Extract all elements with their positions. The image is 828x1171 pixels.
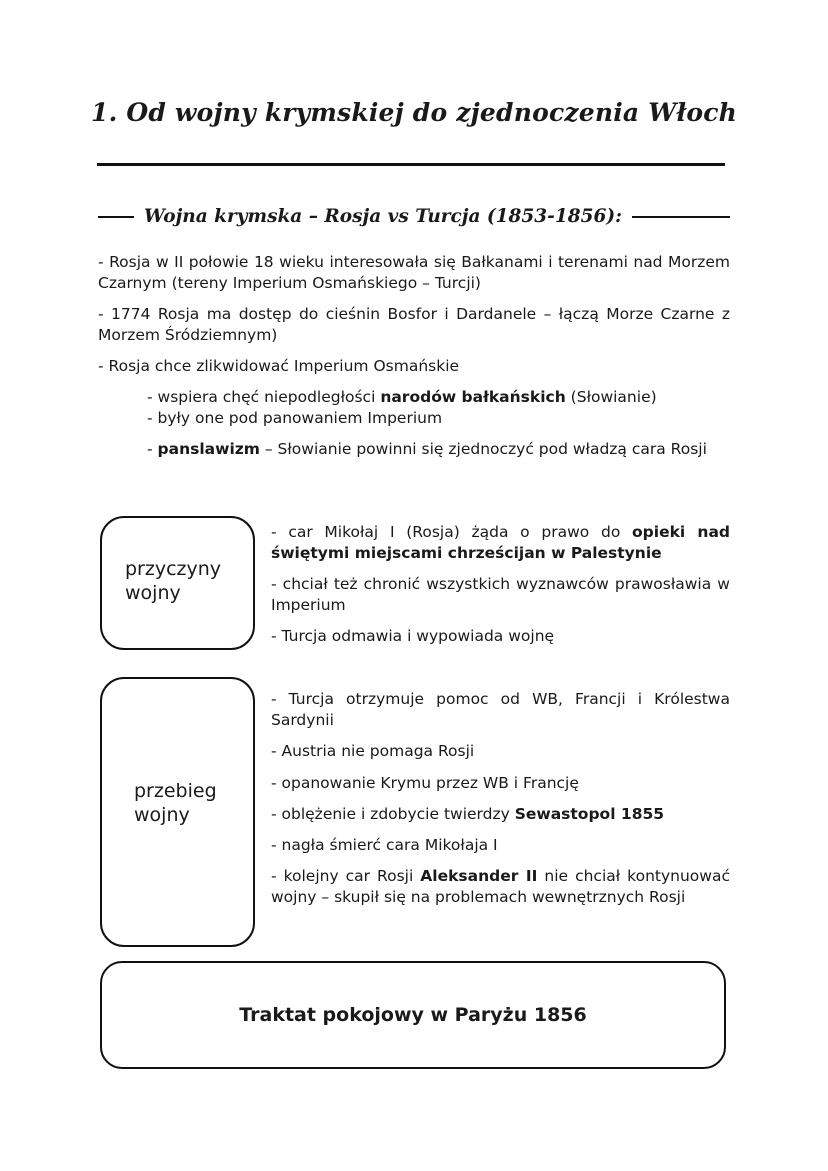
course-item-1: - Turcja otrzymuje pomoc od WB, Francji i Królestwa Sardynii — [271, 690, 730, 729]
course-item-6-suffix: nie chciał kontynuować wojny – skupił się na problemach wewnętrznych Rosji — [271, 867, 730, 906]
course-item-6-prefix: - kolejny car Rosji — [271, 867, 421, 885]
section-heading-text: Wojna krymska – Rosja vs Turcja (1853-1856): — [144, 206, 622, 227]
intro-sub-item-1 — [147, 387, 730, 408]
page-title: 1. Od wojny krymskiej do zjednoczenia Włoch — [90, 98, 738, 127]
course-item-3: - opanowanie Krymu przez WB i Francję — [271, 774, 579, 792]
causes-item-1-bold: opieki nad świętymi miejscami chrześcijan w Palestynie — [271, 523, 731, 562]
course-item-6-bold: Aleksander II — [420, 867, 538, 885]
causes-item-1 — [271, 522, 730, 564]
course-label-line-2: wojny — [134, 804, 190, 826]
causes-item-1-prefix: - car Mikołaj I (Rosja) żąda o prawo do — [271, 523, 633, 541]
title-underline — [97, 163, 725, 166]
sub3-bold: panslawizm — [157, 440, 260, 458]
course-item-6 — [271, 866, 730, 908]
heading-dash-left — [98, 216, 134, 218]
causes-label-line-2: wojny — [125, 582, 181, 604]
course-item-4 — [271, 804, 730, 825]
course-item-5: - nagła śmierć cara Mikołaja I — [271, 836, 498, 854]
sub1-suffix: (Słowianie) — [565, 388, 657, 406]
treaty-label: Traktat pokojowy w Paryżu 1856 — [239, 1004, 587, 1026]
causes-item-3: - Turcja odmawia i wypowiada wojnę — [271, 627, 555, 645]
course-item-2: - Austria nie pomaga Rosji — [271, 742, 475, 760]
section-heading — [98, 206, 730, 227]
intro-paragraph-3: - Rosja chce zlikwidować Imperium Osmańskie — [98, 357, 460, 375]
sub1-bold: narodów bałkańskich — [380, 388, 566, 406]
intro-paragraph-2: - 1774 Rosja ma dostęp do cieśnin Bosfor i Dardanele – łączą Morze Czarne z Morzem Śródziemnym) — [98, 305, 730, 344]
causes-label-line-1: przyczyny — [125, 558, 222, 580]
sub3-prefix: - — [147, 440, 158, 458]
course-item-4-prefix: - oblężenie i zdobycie twierdzy — [271, 805, 515, 823]
causes-item-2: - chciał też chronić wszystkich wyznawców prawosławia w Imperium — [271, 575, 730, 614]
course-item-4-bold: Sewastopol 1855 — [514, 805, 665, 823]
course-label — [134, 779, 217, 827]
treaty-box — [100, 961, 726, 1069]
heading-dash-right — [632, 216, 730, 218]
intro-sub-item-2: - były one pod panowaniem Imperium — [147, 409, 443, 427]
course-label-line-1: przebieg — [134, 780, 217, 802]
causes-label — [125, 557, 221, 605]
sub1-prefix: - wspiera chęć niepodległości — [147, 388, 381, 406]
intro-sub-item-3 — [147, 439, 730, 460]
intro-paragraph-1: - Rosja w II połowie 18 wieku interesowała się Bałkanami i terenami nad Morzem Czarnym (tereny Imperium Osmańskiego – Turcji) — [98, 253, 730, 292]
sub3-suffix: – Słowianie powinni się zjednoczyć pod władzą cara Rosji — [259, 440, 707, 458]
